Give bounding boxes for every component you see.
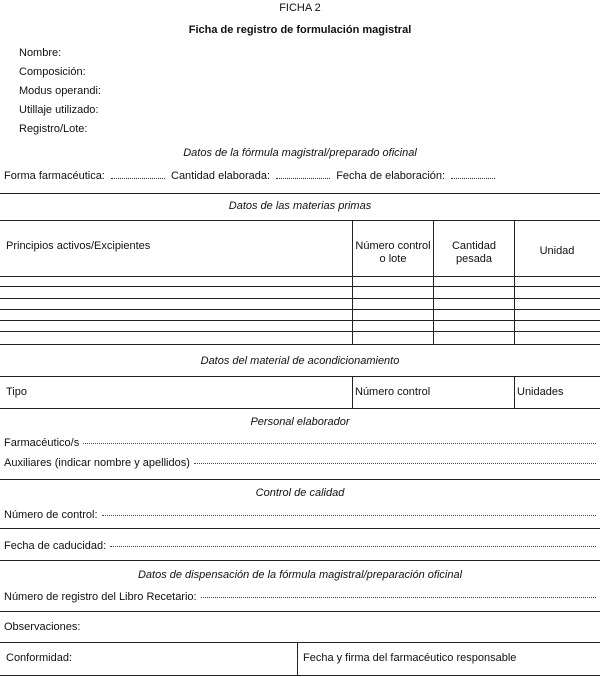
table-row [0,320,600,321]
observaciones-label: Observaciones: [4,621,81,633]
col-numero-control: Número control [355,386,431,398]
farmaceutico-row [4,437,596,449]
cantidad-elaborada-label: Cantidad elaborada: [171,170,271,182]
farmaceutico-blank [83,443,596,444]
table-row [0,331,600,332]
fecha-caducidad-blank [110,546,596,547]
field-composicion: Composición: [19,66,86,78]
table-bottom-border [0,675,600,676]
dispensacion-heading: Datos de dispensación de la fórmula magistral/preparación oficinal [137,569,463,581]
col-unidades: Unidades [517,386,564,398]
numero-control-blank [102,515,596,516]
fecha-caducidad-row [4,540,596,552]
forma-farmaceutica-blank [111,178,165,179]
table-bottom-border [0,344,600,345]
column-divider [352,220,353,344]
ficha-number: FICHA 2 [279,2,321,14]
numero-registro-row [4,591,596,603]
divider [0,642,600,643]
table-row [0,276,600,277]
col-unidad: Unidad [539,245,575,257]
divider [0,611,600,612]
field-modus-operandi: Modus operandi: [19,85,101,97]
formula-heading: Datos de la fórmula magistral/preparado oficinal [183,147,417,159]
divider [0,479,600,480]
column-divider [352,376,353,408]
table-row [0,286,600,287]
fecha-firma-label: Fecha y firma del farmacéutico responsable [303,652,517,664]
page-title: Ficha de registro de formulación magistral [188,24,412,36]
col-cantidad-pesada: Cantidad pesada [451,240,497,265]
farmaceutico-label: Farmacéutico/s [4,437,80,449]
table-row [0,298,600,299]
formula-fields-row [4,170,498,182]
column-divider [514,376,515,408]
table-top-border [0,376,600,377]
table-top-border [0,220,600,221]
personal-heading: Personal elaborador [250,416,350,428]
fecha-caducidad-label: Fecha de caducidad: [4,540,107,552]
divider [0,560,600,561]
table-bottom-border [0,408,600,409]
conformidad-label: Conformidad: [6,652,73,664]
column-divider [297,642,298,675]
auxiliares-row [4,457,596,469]
auxiliares-label: Auxiliares (indicar nombre y apellidos) [4,457,190,469]
column-divider [433,220,434,344]
field-utillaje: Utillaje utilizado: [19,104,99,116]
table-row [0,309,600,310]
field-registro-lote: Registro/Lote: [19,123,88,135]
acondicionamiento-heading: Datos del material de acondicionamiento [200,355,400,367]
forma-farmaceutica-label: Forma farmacéutica: [4,170,105,182]
numero-registro-blank [201,597,596,598]
divider [0,528,600,529]
auxiliares-blank [194,463,596,464]
column-divider [514,220,515,344]
col-numero-control-lote: Número control o lote [355,240,431,265]
numero-registro-label: Número de registro del Libro Recetario: [4,591,197,603]
numero-control-label: Número de control: [4,509,98,521]
col-tipo: Tipo [6,386,27,398]
col-principios-activos: Principios activos/Excipientes [6,240,151,252]
fecha-elaboracion-label: Fecha de elaboración: [336,170,446,182]
calidad-heading: Control de calidad [255,487,345,499]
numero-control-row [4,509,596,521]
cantidad-elaborada-blank [276,178,330,179]
materias-heading: Datos de las materias primas [228,200,372,212]
fecha-elaboracion-blank [451,178,495,179]
field-nombre: Nombre: [19,47,62,59]
divider [0,193,600,194]
